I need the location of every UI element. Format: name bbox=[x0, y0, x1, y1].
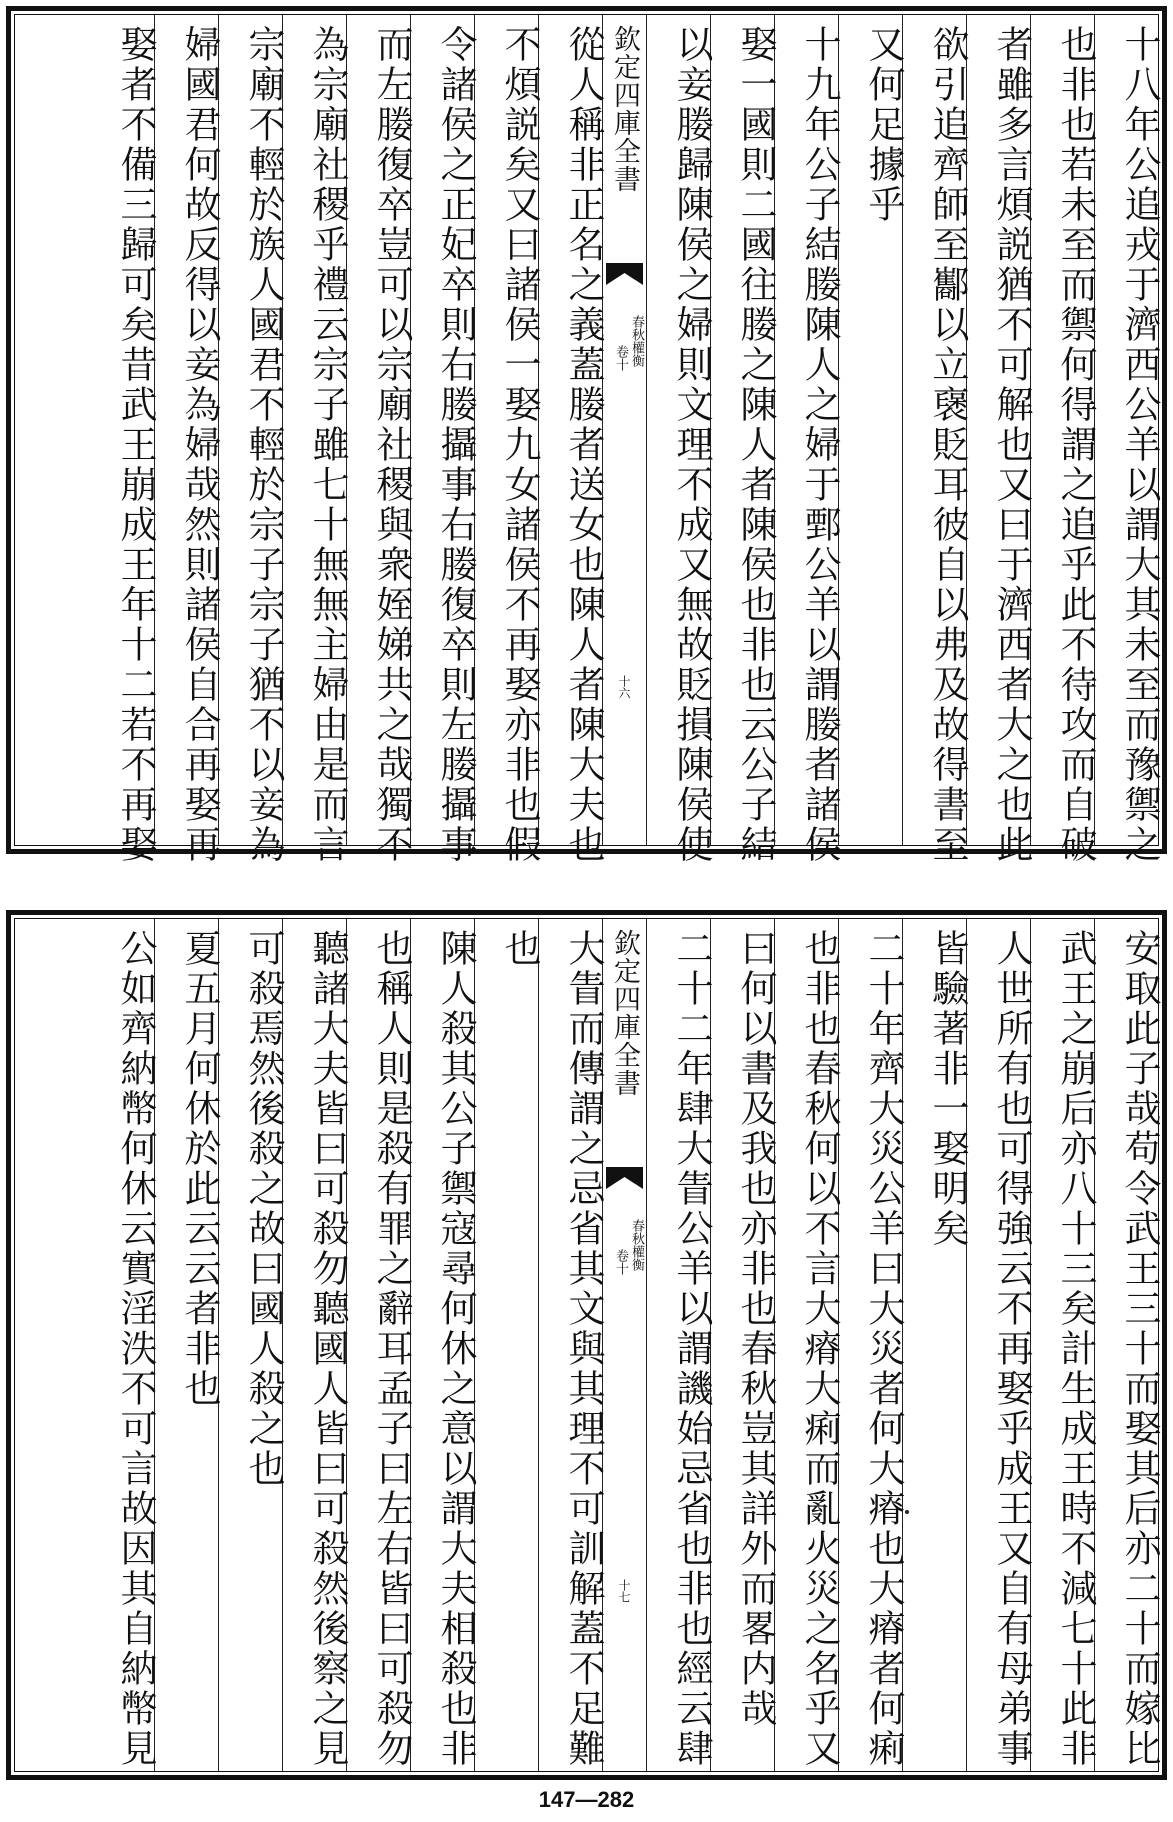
text-column bbox=[538, 15, 605, 865]
column-text: 武王之崩后亦八十三矣計生成王時不減七十此非 bbox=[1054, 929, 1097, 1769]
text-column bbox=[410, 919, 477, 1771]
column-text: 從人稱非正名之義蓋媵者送女也陳人者陳大夫也 bbox=[562, 25, 605, 865]
column-text: 公如齊納幣何休云實淫泆不可言故因其自納幣見 bbox=[114, 929, 157, 1769]
column-text: 為宗廟社稷乎禮云宗子雖七十無無主婦由是而言 bbox=[306, 25, 349, 865]
column-text: 以妾媵歸陳侯之婦則文理不成又無故貶損陳侯使 bbox=[670, 25, 713, 865]
center-fold-column bbox=[602, 919, 646, 1771]
text-column bbox=[90, 15, 157, 865]
column-text: 聽諸大夫皆曰可殺勿聽國人皆曰可殺然後察之見 bbox=[306, 929, 349, 1769]
text-column bbox=[774, 919, 841, 1771]
column-text: 安取此子哉苟令武王三十而娶其后亦二十而嫁比 bbox=[1118, 929, 1161, 1769]
text-column bbox=[710, 919, 777, 1771]
text-column bbox=[1094, 919, 1161, 1771]
center-title: 欽定四庫全書 bbox=[609, 25, 640, 193]
text-column bbox=[966, 15, 1033, 865]
bottom-page-columns bbox=[15, 919, 1161, 1771]
text-column bbox=[282, 919, 349, 1771]
text-column bbox=[1030, 919, 1097, 1771]
column-text: 十九年公子結媵陳人之婦于鄄公羊以謂媵者諸侯 bbox=[798, 25, 841, 865]
column-text: 大眚而傳謂之忌省其文與其理不可訓解蓋不足難 bbox=[562, 929, 605, 1769]
text-column bbox=[218, 15, 285, 865]
text-column bbox=[218, 919, 285, 1771]
column-text: 陳人殺其公子禦寇尋何休之意以謂大夫相殺也非 bbox=[434, 929, 477, 1769]
text-column bbox=[474, 919, 541, 1771]
column-text: 令諸侯之正妃卒則右媵攝事右媵復卒則左媵攝事 bbox=[434, 25, 477, 865]
text-column bbox=[1030, 15, 1097, 865]
text-column bbox=[902, 15, 969, 865]
text-column bbox=[154, 919, 221, 1771]
center-title: 欽定四庫全書 bbox=[609, 929, 640, 1097]
text-column bbox=[90, 919, 157, 1771]
text-column bbox=[902, 919, 969, 1771]
column-text: 宗廟不輕於族人國君不輕於宗子宗子猶不以妾為 bbox=[242, 25, 285, 865]
column-text: 不煩説矣又曰諸侯一娶九女諸侯不再娶亦非也假 bbox=[498, 25, 541, 865]
center-volume: 卷十 bbox=[613, 1249, 628, 1275]
center-book-title: 春秋權衡 bbox=[629, 1219, 644, 1271]
center-volume: 卷十 bbox=[613, 345, 628, 371]
text-column bbox=[710, 15, 777, 865]
column-text: 曰何以書及我也亦非也春秋豈其詳外而畧内哉 bbox=[734, 929, 777, 1729]
text-column bbox=[282, 15, 349, 865]
text-column bbox=[346, 919, 413, 1771]
fish-tail-mark-icon bbox=[606, 1167, 643, 1189]
footer-page-number: 147—282 bbox=[538, 1787, 635, 1812]
text-column bbox=[838, 919, 905, 1771]
text-column bbox=[346, 15, 413, 865]
text-column bbox=[646, 919, 713, 1771]
column-text: 娶者不備三歸可矣昔武王崩成王年十二若不再娶 bbox=[114, 25, 157, 865]
stray-dot bbox=[905, 1510, 909, 1514]
column-text: 也非也若未至而禦何得謂之追乎此不待攻而自破 bbox=[1054, 25, 1097, 865]
center-fold-column bbox=[602, 15, 646, 845]
column-text: 欲引追齊師至酅以立襃貶耳彼自以弗及故得書至 bbox=[926, 25, 969, 865]
column-text: 十八年公追戎于濟西公羊以謂大其未至而豫禦之 bbox=[1118, 25, 1161, 865]
top-page-frame bbox=[6, 6, 1167, 865]
column-text: 婦國君何故反得以妾為婦哉然則諸侯自合再娶再 bbox=[178, 25, 221, 865]
fish-tail-mark-icon bbox=[606, 263, 643, 285]
column-text: 二十年齊大災公羊曰大災者何大瘠也大瘠者何痢 bbox=[862, 929, 905, 1769]
text-column bbox=[646, 15, 713, 865]
text-column bbox=[838, 15, 905, 845]
column-text: 皆驗著非一娶明矣 bbox=[926, 929, 969, 1249]
column-text: 者雖多言煩説猶不可解也又曰于濟西者大之也此 bbox=[990, 25, 1033, 865]
top-page-columns bbox=[15, 15, 1161, 865]
column-text: 人世所有也可得強云不再娶乎成王又自有母弟事 bbox=[990, 929, 1033, 1769]
text-column bbox=[538, 919, 605, 1771]
text-column bbox=[410, 15, 477, 865]
center-page-number: 十六 bbox=[617, 675, 631, 699]
text-column bbox=[966, 919, 1033, 1771]
text-column bbox=[1094, 15, 1161, 865]
column-text: 而左媵復卒豈可以宗廟社稷與衆姪娣共之哉獨不 bbox=[370, 25, 413, 865]
column-text: 又何足據乎 bbox=[862, 25, 905, 225]
bottom-page-inner-border bbox=[14, 918, 1159, 1772]
column-text: 可殺焉然後殺之故曰國人殺之也 bbox=[242, 929, 285, 1489]
column-text: 也稱人則是殺有罪之辭耳孟子曰左右皆曰可殺勿 bbox=[370, 929, 413, 1769]
top-page-inner-border bbox=[14, 14, 1161, 865]
center-page-number: 十七 bbox=[617, 1579, 631, 1603]
column-text: 二十二年肆大眚公羊以謂譏始忌省也非也經云肆 bbox=[670, 929, 713, 1769]
column-text: 也非也春秋何以不言大瘠大痢而亂火災之名乎又 bbox=[798, 929, 841, 1769]
text-column bbox=[474, 15, 541, 865]
text-column bbox=[774, 15, 841, 865]
column-text: 夏五月何休於此云云者非也 bbox=[178, 929, 221, 1409]
center-book-title: 春秋權衡 bbox=[629, 315, 644, 367]
text-column bbox=[154, 15, 221, 865]
column-text: 娶一國則二國往媵之陳人者陳侯也非也云公子結 bbox=[734, 25, 777, 865]
bottom-page-frame bbox=[6, 910, 1167, 1780]
column-text: 也 bbox=[498, 929, 541, 969]
